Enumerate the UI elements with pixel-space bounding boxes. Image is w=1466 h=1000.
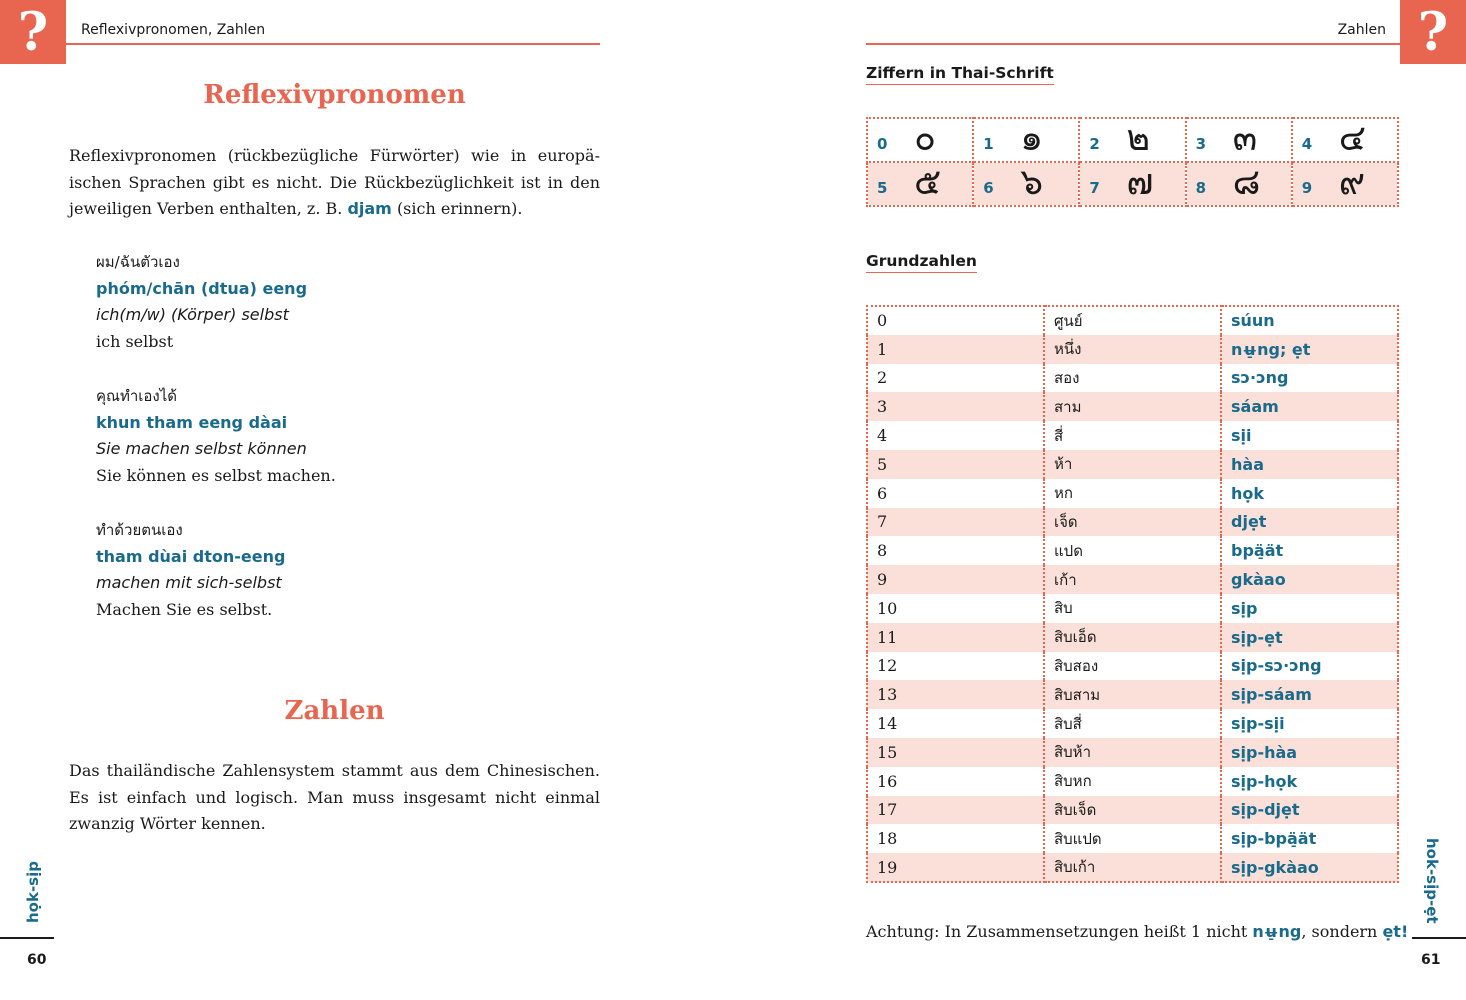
number-cell: 2 <box>867 364 1044 393</box>
number-cell: 11 <box>867 623 1044 652</box>
number-cell: 4 <box>867 421 1044 450</box>
transliteration-cell: nʉ̠ng; ẹt <box>1221 335 1398 364</box>
number-cell: 17 <box>867 796 1044 825</box>
table-row <box>867 680 1398 709</box>
page-number-rule-right <box>1412 937 1466 939</box>
number-cell: 18 <box>867 824 1044 853</box>
thai-cell: หนึ่ง <box>1044 335 1221 364</box>
note-middle: , sondern <box>1301 922 1378 941</box>
table-row <box>867 536 1398 565</box>
page-number-left: 60 <box>27 952 47 968</box>
transliteration-cell: djẹt <box>1221 508 1398 537</box>
table-row <box>867 594 1398 623</box>
transliteration-cell: hàa <box>1221 450 1398 479</box>
question-mark-icon: ? <box>0 0 66 64</box>
question-mark-icon: ? <box>1400 0 1466 64</box>
grundzahlen-table <box>866 305 1399 883</box>
transliteration-cell: sịp-sáam <box>1221 680 1398 709</box>
example-thai: คุณทำเองได้ <box>96 387 178 405</box>
running-head-right: Zahlen <box>1337 22 1386 38</box>
running-head-left: Reflexivpronomen, Zahlen <box>81 22 266 38</box>
number-cell: 9 <box>867 565 1044 594</box>
number-cell: 15 <box>867 738 1044 767</box>
thai-cell: สี่ <box>1044 421 1221 450</box>
page-number-rule-left <box>0 937 54 939</box>
number-cell: 13 <box>867 680 1044 709</box>
example-transliteration: phóm/chān (dtua) eeng <box>96 278 308 298</box>
digit-thai: ๖ <box>1020 162 1044 203</box>
number-cell: 3 <box>867 392 1044 421</box>
thai-cell: สิบเก้า <box>1044 853 1221 882</box>
transliteration-cell: bpä̠ät <box>1221 536 1398 565</box>
digit-arabic: 5 <box>877 179 888 197</box>
example-thai: ผม/ฉันตัวเอง <box>96 253 180 271</box>
digit-arabic: 8 <box>1195 179 1206 197</box>
number-cell: 8 <box>867 536 1044 565</box>
intro-text-after: (sich erinnern). <box>396 199 523 218</box>
thai-cell: สิบหก <box>1044 767 1221 796</box>
transliteration-cell: sịp-sịi <box>1221 709 1398 738</box>
digit-cell <box>1186 162 1292 206</box>
thai-cell: ห้า <box>1044 450 1221 479</box>
transliteration-cell: sịp-djẹt <box>1221 796 1398 825</box>
table-row <box>867 853 1398 882</box>
table-row <box>867 767 1398 796</box>
example-literal: machen mit sich-selbst <box>96 573 282 593</box>
digit-thai: ๗ <box>1126 162 1154 203</box>
transliteration-cell: sáam <box>1221 392 1398 421</box>
note-prefix: Achtung: In Zusammensetzungen heißt 1 nicht <box>866 922 1248 941</box>
table-row <box>867 450 1398 479</box>
thai-cell: สิบ <box>1044 594 1221 623</box>
digits-heading: Ziffern in Thai-Schrift <box>866 64 1054 85</box>
section-title-reflexivpronomen: Reflexivpronomen <box>203 80 466 110</box>
number-cell: 19 <box>867 853 1044 882</box>
digit-cell <box>1079 162 1185 206</box>
digit-cell <box>867 162 973 206</box>
thai-cell: สิบเจ็ด <box>1044 796 1221 825</box>
digit-arabic: 9 <box>1301 179 1313 197</box>
example-transliteration: khun tham eeng dàai <box>96 412 288 432</box>
grundzahlen-heading: Grundzahlen <box>866 252 977 273</box>
example-block <box>96 383 576 490</box>
table-row <box>867 565 1398 594</box>
digit-cell <box>1079 118 1185 162</box>
digit-arabic: 1 <box>983 135 994 153</box>
section-title-zahlen: Zahlen <box>284 696 385 726</box>
number-cell: 6 <box>867 479 1044 508</box>
example-literal: Sie machen selbst können <box>96 439 307 459</box>
thai-cell: สิบสี่ <box>1044 709 1221 738</box>
table-row <box>867 738 1398 767</box>
table-row <box>867 392 1398 421</box>
side-tab-right: hok-sịp-ẹt <box>1423 838 1441 924</box>
thai-cell: สิบสาม <box>1044 680 1221 709</box>
example-transliteration: tham dùai dton-eeng <box>96 546 286 566</box>
digit-thai: ๓ <box>1232 118 1258 159</box>
note-text <box>866 919 1409 945</box>
digit-cell <box>1292 118 1398 162</box>
table-row <box>867 364 1398 393</box>
thai-cell: ศูนย์ <box>1044 306 1221 335</box>
transliteration-cell: sịp-hàa <box>1221 738 1398 767</box>
digit-thai: ๕ <box>914 162 942 203</box>
page-number-right: 61 <box>1421 952 1441 968</box>
number-cell: 12 <box>867 652 1044 681</box>
digit-cell <box>973 118 1079 162</box>
table-row <box>867 796 1398 825</box>
digit-thai: ๐ <box>914 118 936 159</box>
thai-cell: เก้า <box>1044 565 1221 594</box>
digit-thai: ๔ <box>1338 118 1366 159</box>
note-word-nung: nʉ̠ng <box>1252 922 1302 941</box>
digit-thai: ๙ <box>1338 162 1366 203</box>
zahlen-paragraph: Das thailändische Zahlensystem stammt aus dem Chinesischen. Es ist einfach und logisch. Man muss insgesamt nicht einmal zwanzig Wörter kennen. <box>69 761 600 833</box>
table-row <box>867 824 1398 853</box>
header-rule-right <box>866 43 1400 45</box>
number-cell: 1 <box>867 335 1044 364</box>
number-cell: 16 <box>867 767 1044 796</box>
transliteration-cell: sịp-họk <box>1221 767 1398 796</box>
example-block <box>96 249 576 356</box>
digit-arabic: 2 <box>1089 135 1100 153</box>
thai-cell: สาม <box>1044 392 1221 421</box>
transliteration-cell: sịp-bpä̠ät <box>1221 824 1398 853</box>
number-cell: 14 <box>867 709 1044 738</box>
thai-cell: สิบห้า <box>1044 738 1221 767</box>
thai-cell: สิบสอง <box>1044 652 1221 681</box>
intro-highlight-word: djam <box>347 199 392 218</box>
intro-paragraph <box>69 143 600 223</box>
thai-digits-grid <box>866 117 1399 207</box>
table-row <box>867 421 1398 450</box>
digit-cell <box>867 118 973 162</box>
digit-thai: ๒ <box>1126 118 1151 159</box>
digit-cell <box>1292 162 1398 206</box>
digit-arabic: 0 <box>877 135 888 153</box>
table-row <box>867 623 1398 652</box>
table-row <box>867 335 1398 364</box>
example-meaning: Machen Sie es selbst. <box>96 600 273 620</box>
example-block <box>96 517 576 624</box>
thai-cell: หก <box>1044 479 1221 508</box>
digit-arabic: 6 <box>983 179 994 197</box>
number-cell: 7 <box>867 508 1044 537</box>
transliteration-cell: sịp-gkàao <box>1221 853 1398 882</box>
digit-thai: ๑ <box>1020 118 1044 159</box>
table-row <box>867 479 1398 508</box>
number-cell: 0 <box>867 306 1044 335</box>
thai-cell: เจ็ด <box>1044 508 1221 537</box>
transliteration-cell: sịp-ẹt <box>1221 623 1398 652</box>
intro-text: Reflexivpronomen (rückbezügliche Fürwörter) wie in europäischen Sprachen gibt es nicht. Die Rückbezüglichkeit ist in den jeweiligen Verben enthalten, z. B. <box>69 146 600 218</box>
digit-thai: ๘ <box>1232 162 1261 203</box>
transliteration-cell: sịp-sɔ·ɔng <box>1221 652 1398 681</box>
digit-arabic: 3 <box>1195 135 1206 153</box>
transliteration-cell: sịi <box>1221 421 1398 450</box>
transliteration-cell: họk <box>1221 479 1398 508</box>
thai-cell: สิบเอ็ด <box>1044 623 1221 652</box>
example-meaning: ich selbst <box>96 332 174 352</box>
header-rule-left <box>66 43 600 45</box>
example-thai: ทำด้วยตนเอง <box>96 521 183 539</box>
number-cell: 10 <box>867 594 1044 623</box>
transliteration-cell: sɔ·ɔng <box>1221 364 1398 393</box>
table-row <box>867 306 1398 335</box>
note-word-et: ẹt! <box>1382 922 1409 941</box>
thai-cell: สอง <box>1044 364 1221 393</box>
digit-arabic: 7 <box>1089 179 1100 197</box>
example-meaning: Sie können es selbst machen. <box>96 466 336 486</box>
side-tab-left: họk-sịp <box>24 861 42 923</box>
digit-cell <box>973 162 1079 206</box>
transliteration-cell: sịp <box>1221 594 1398 623</box>
thai-cell: แปด <box>1044 536 1221 565</box>
example-literal: ich(m/w) (Körper) selbst <box>96 305 289 325</box>
digit-arabic: 4 <box>1301 135 1313 153</box>
transliteration-cell: súun <box>1221 306 1398 335</box>
transliteration-cell: gkàao <box>1221 565 1398 594</box>
table-row <box>867 508 1398 537</box>
table-row <box>867 652 1398 681</box>
thai-cell: สิบแปด <box>1044 824 1221 853</box>
digit-cell <box>1186 118 1292 162</box>
number-cell: 5 <box>867 450 1044 479</box>
table-row <box>867 709 1398 738</box>
